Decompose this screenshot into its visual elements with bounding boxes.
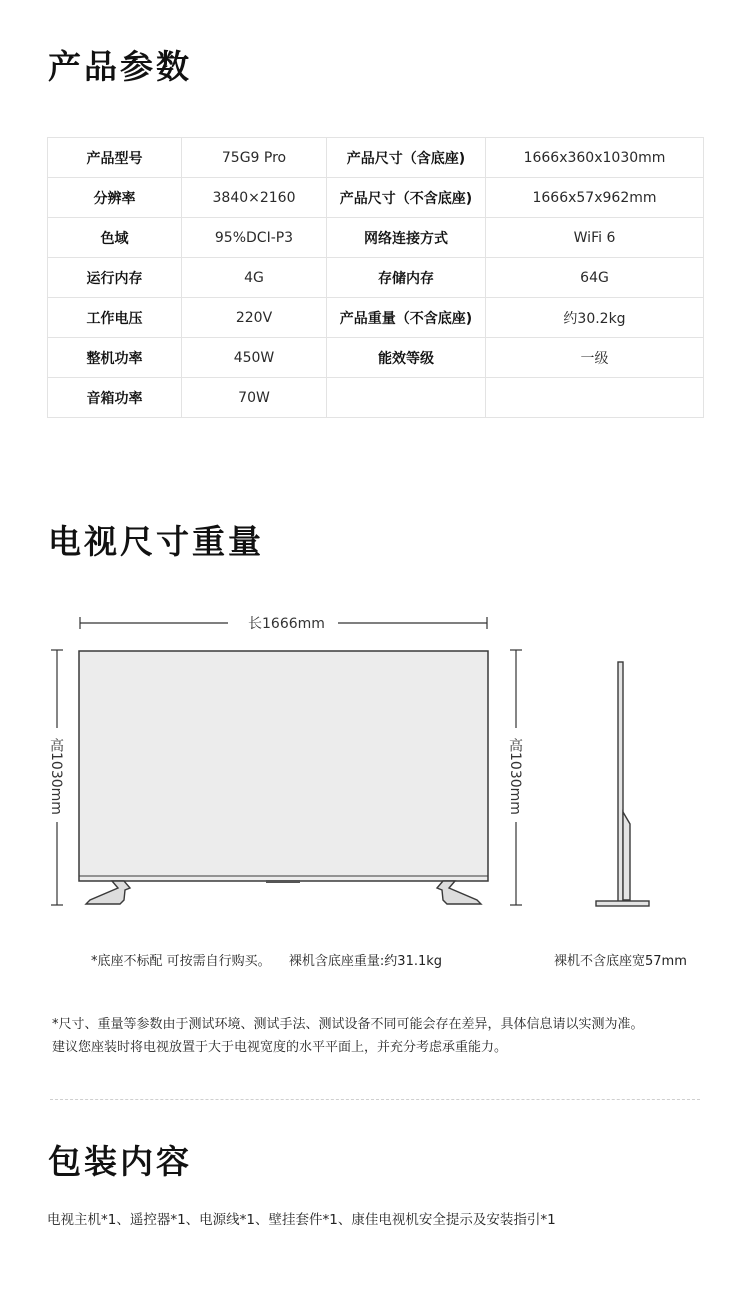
tv-side-back bbox=[623, 812, 630, 900]
spec-key: 产品尺寸（含底座) bbox=[327, 138, 486, 178]
tv-dimension-diagram bbox=[0, 600, 750, 920]
spec-key: 产品尺寸（不含底座) bbox=[327, 178, 486, 218]
spec-row bbox=[48, 378, 704, 418]
spec-value: 75G9 Pro bbox=[182, 138, 327, 178]
spec-value: 70W bbox=[182, 378, 327, 418]
spec-key: 产品重量（不含底座) bbox=[327, 298, 486, 338]
spec-value: 约30.2kg bbox=[486, 298, 704, 338]
spec-row bbox=[48, 258, 704, 298]
tv-side-stand-base bbox=[596, 901, 649, 906]
spec-value: 64G bbox=[486, 258, 704, 298]
spec-key: 存储内存 bbox=[327, 258, 486, 298]
tv-stand-left bbox=[86, 881, 130, 904]
spec-value: 1666x57x962mm bbox=[486, 178, 704, 218]
dimensions-title: 电视尺寸重量 bbox=[48, 522, 264, 561]
tv-front-logo-bar bbox=[266, 880, 300, 883]
spec-key: 音箱功率 bbox=[48, 378, 182, 418]
spec-key: 分辨率 bbox=[48, 178, 182, 218]
package-contents: 电视主机*1、遥控器*1、电源线*1、壁挂套件*1、康佳电视机安全提示及安装指引*1 bbox=[47, 1212, 556, 1228]
width-label: 长1666mm bbox=[242, 613, 331, 633]
weight-with-base: 裸机含底座重量:约31.1kg bbox=[288, 954, 443, 969]
spec-value: 450W bbox=[182, 338, 327, 378]
spec-row bbox=[48, 298, 704, 338]
spec-key bbox=[327, 378, 486, 418]
section-divider bbox=[50, 1099, 700, 1100]
base-note-text: *底座不标配 可按需自行购买。 bbox=[91, 954, 271, 969]
package-title: 包装内容 bbox=[48, 1142, 192, 1181]
spec-key: 网络连接方式 bbox=[327, 218, 486, 258]
depth-note: 裸机不含底座宽57mm bbox=[554, 954, 687, 969]
spec-key: 色域 bbox=[48, 218, 182, 258]
spec-value: WiFi 6 bbox=[486, 218, 704, 258]
height-label-left: 高1030mm bbox=[48, 738, 64, 815]
height-label-right: 高1030mm bbox=[507, 738, 523, 815]
disclaimer-line-1: *尺寸、重量等参数由于测试环境、测试手法、测试设备不同可能会存在差异，具体信息请以实测为准。 bbox=[52, 1017, 644, 1032]
spec-value: 220V bbox=[182, 298, 327, 338]
spec-key: 能效等级 bbox=[327, 338, 486, 378]
tv-side-panel bbox=[618, 662, 623, 905]
tv-front-screen bbox=[79, 651, 488, 881]
spec-key: 运行内存 bbox=[48, 258, 182, 298]
spec-value: 1666x360x1030mm bbox=[486, 138, 704, 178]
disclaimer-line-2: 建议您座装时将电视放置于大于电视宽度的水平平面上，并充分考虑承重能力。 bbox=[52, 1040, 508, 1055]
spec-table bbox=[47, 137, 704, 418]
params-title: 产品参数 bbox=[48, 47, 192, 86]
base-note bbox=[91, 950, 442, 974]
spec-value: 95%DCI-P3 bbox=[182, 218, 327, 258]
spec-key: 产品型号 bbox=[48, 138, 182, 178]
spec-row bbox=[48, 178, 704, 218]
spec-row bbox=[48, 218, 704, 258]
spec-key: 整机功率 bbox=[48, 338, 182, 378]
spec-value: 3840×2160 bbox=[182, 178, 327, 218]
spec-value: 4G bbox=[182, 258, 327, 298]
spec-key: 工作电压 bbox=[48, 298, 182, 338]
spec-row bbox=[48, 138, 704, 178]
spec-value bbox=[486, 378, 704, 418]
spec-value: 一级 bbox=[486, 338, 704, 378]
spec-row bbox=[48, 338, 704, 378]
tv-stand-right bbox=[437, 881, 481, 904]
